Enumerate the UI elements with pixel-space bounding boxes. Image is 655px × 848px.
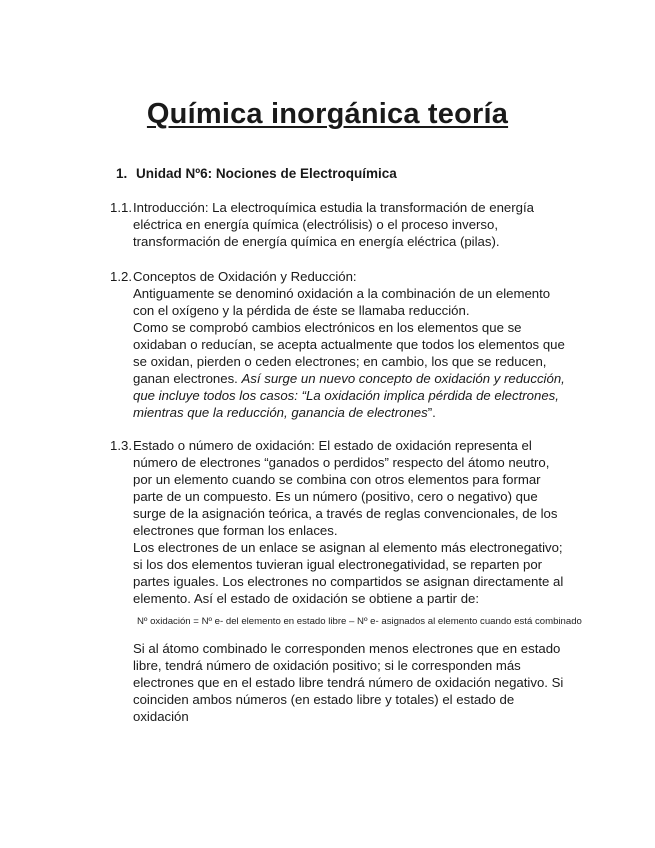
section-number: 1.1. — [110, 200, 132, 215]
section-1-2 — [110, 268, 570, 421]
section-1-3 — [110, 437, 570, 607]
unit-number: 1. — [116, 166, 128, 181]
section-paragraph: Antiguamente se denominó oxidación a la combinación de un elemento con el oxígeno y la pérdida de éste se llamaba reducción. — [133, 286, 551, 318]
section-paragraph: Los electrones de un enlace se asignan al elemento más electronegativo; si los dos elementos tuvieran igual electronegatividad, se reparten por partes iguales. Los electrones no compartidos se asignan directamente al elemento. Así el estado de oxidación se obtiene a partir de: — [133, 540, 564, 606]
unit-heading — [116, 166, 397, 181]
section-number: 1.2. — [110, 269, 132, 284]
closing-quote: ”. — [427, 405, 436, 420]
section-text: Introducción: La electroquímica estudia la transformación de energía eléctrica en energía química (electrólisis) o el proceso inverso, transformación de energía química en energía eléctrica (pilas). — [133, 200, 534, 249]
section-paragraph — [133, 319, 570, 421]
unit-heading-text: Unidad Nº6: Nociones de Electroquímica — [136, 166, 397, 181]
oxidation-formula: Nº oxidación = Nº e- del elemento en estado libre – Nº e- asignados al elemento cuando está combinado — [137, 616, 582, 627]
italic-text: Así surge un nuevo concepto de oxidación y reducción, que incluye todos los casos: “La oxidación implica pérdida de electrones, mientras que la reducción, ganancia de electrones — [133, 371, 565, 420]
section-number: 1.3. — [110, 438, 132, 453]
page-title: Química inorgánica teoría — [146, 98, 509, 130]
section-1-1 — [110, 199, 570, 250]
section-paragraph: Si al átomo combinado le corresponden menos electrones que en estado libre, tendrá número de oxidación positivo; si le corresponden más electrones que en el estado libre tendrá número de oxidación negativo. Si coinciden ambos números (en estado libre y totales) el estado de oxidación — [133, 641, 564, 724]
section-heading: Conceptos de Oxidación y Reducción: — [133, 269, 357, 284]
plain-text: Como se comprobó cambios electrónicos en los elementos que se oxidaban o reducían, se acepta actualmente que todos los elementos que se oxidan, pierden o ceden electrones; en cambio, los que se reducen, ganan electrones. — [133, 320, 565, 386]
section-paragraph: Estado o número de oxidación: El estado de oxidación representa el número de electrones “ganados o perdidos” respecto del átomo neutro, por un elemento cuando se combina con otros elementos para formar parte de un compuesto. Es un número (positivo, cero o negativo) que surge de la asignación teórica, a través de reglas convencionales, de los electrones que forman los enlaces. — [133, 438, 558, 538]
